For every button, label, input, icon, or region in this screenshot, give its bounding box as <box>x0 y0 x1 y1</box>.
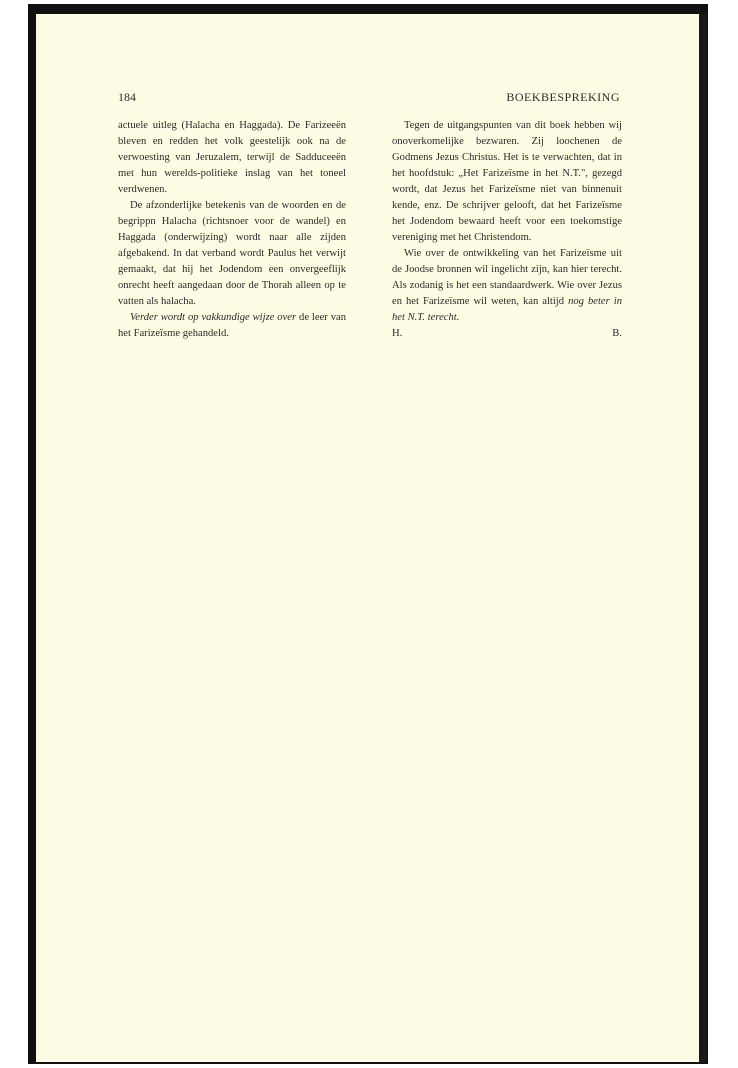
left-paragraph-3 <box>118 310 346 342</box>
signature-initial-right: B. <box>612 328 622 339</box>
review-signature <box>392 326 622 342</box>
left-paragraph-3-rest: de leer van het Farizeïsme gehandeld. <box>118 312 346 339</box>
page-number: 184 <box>118 90 136 104</box>
running-head: BOEKBESPREKING <box>506 90 620 104</box>
signature-initial-left: H. <box>392 328 403 339</box>
right-paragraph-2 <box>392 246 622 326</box>
left-column <box>118 118 346 342</box>
left-paragraph-2: De afzonderlijke betekenis van de woorden en de begrippn Halacha (richtsnoer voor de wandel) en Haggada (onderwijzing) wordt naar alle zijden afgebakend. In dat verband wordt Paulus het verwijt gemaakt, dat hij het Jodendom een onvergeeflijk onrecht heeft aangedaan door de Thorah alleen op te vatten als halacha. <box>118 200 346 307</box>
right-paragraph-2-italic: nog beter in het N.T. terecht. <box>392 296 622 323</box>
left-paragraph-3-italic: Verder wordt op vakkundige wijze over <box>130 312 297 323</box>
right-paragraph-1: Tegen de uitgangspunten van dit boek hebben wij onoverkomelijke bezwaren. Zij loochenen de Godmens Jezus Christus. Het is te verwachten, dat in het hoofdstuk: „Het Farizeïsme in het N.T.", gezegd wordt, dat Jezus het Farizeïsme niet van binnenuit kende, enz. De schrijver gelooft, dat het Farizeïsme het Jodendom bewaard heeft voor een toekomstige vereniging met het Christendom. <box>392 120 622 243</box>
page-edge-shadow <box>699 14 707 1062</box>
left-paragraph-1: actuele uitleg (Halacha en Haggada). De Farizeeën bleven en redden het volk geestelijk ook na de verwoesting van Jeruzalem, terwijl de Sadduceeën met hun werelds-politieke inslag van het toneel verdwenen. <box>118 120 346 195</box>
right-paragraph-2-text: Wie over de ontwikkeling van het Farizeïsme uit de Joodse bronnen wil ingelicht zijn, kan hier terecht. Als zodanig is het een standaardwerk. Wie over Jezus en het Farizeïsme wil weten, kan altijd <box>392 248 622 307</box>
right-column <box>392 118 622 342</box>
